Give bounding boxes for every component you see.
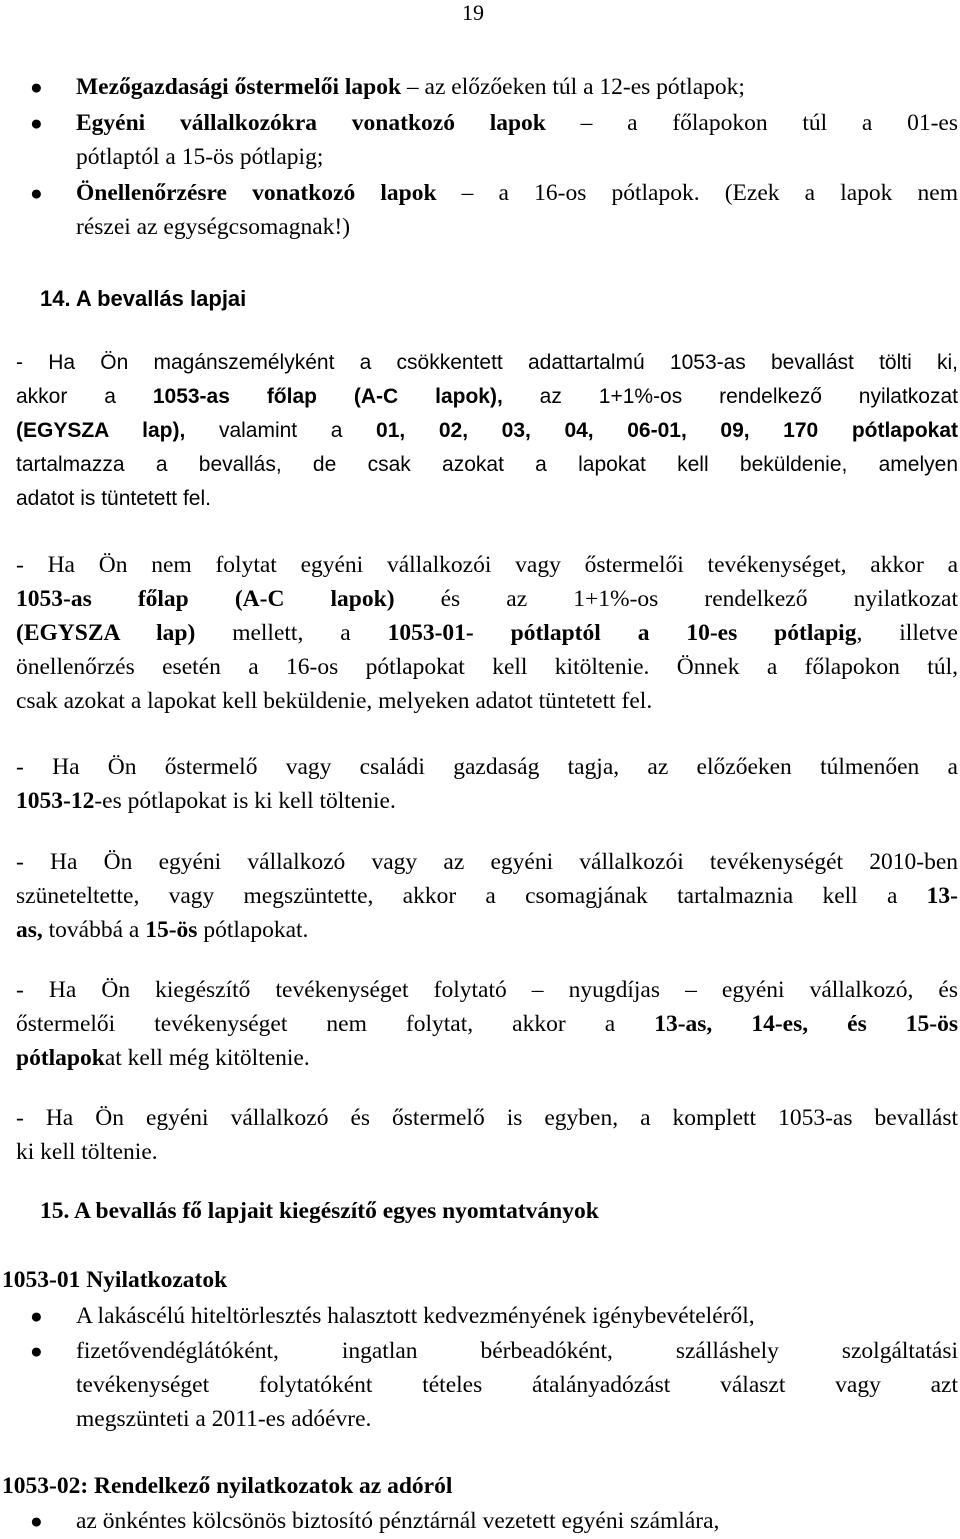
paragraph-1: - Ha Ön magánszemélyként a csökkentett adattartalmú 1053-as bevallást tölti ki, akkor a 1053-as főlap (A-C lapok), az 1+1%-os rendelkező nyilatkozat (EGYSZA lap), valamint a 01, 02, 03, 04, 06-01, 09, 170 pótlapokat tartalmazza a bevallás, de csak azokat a lapokat kell beküldenie, amelyen adatot is tüntetett fel. [16, 351, 958, 510]
paragraph-5: - Ha Ön kiegészítő tevékenységet folytató – nyugdíjas – egyéni vállalkozó, és őstermelői tevékenységet nem folytat, akkor a 13-as, 14-es, és 15-ös pótlapokat kell még kitöltenie. [16, 977, 959, 1071]
page-number: 19 [462, 0, 484, 25]
section-heading-15: 15. A bevallás fő lapjait kiegészítő egyes nyomtatványok [40, 1198, 599, 1224]
paragraph-6: - Ha Ön egyéni vállalkozó és őstermelő is egyben, a komplett 1053-as bevallást ki kell töltenie. [16, 1105, 958, 1165]
section-heading-14: 14. A bevallás lapjai [40, 286, 247, 311]
bullet-icon: ● [30, 75, 43, 99]
paragraph-2: - Ha Ön nem folytat egyéni vállalkozói vagy őstermelői tevékenységet, akkor a 1053-as főlap (A-C lapok) és az 1+1%-os rendelkező nyilatkozat (EGYSZA lap) mellett, a 1053-01- pótlaptól a 10-es pótlapig, illetve önellenőrzés esetén a 16-os pótlapokat kell kitöltenie. Önnek a főlapokon túl, csak azokat a lapokat kell beküldenie, melyeken adatot tüntetett fel. [16, 552, 958, 714]
subsection-title-1053-01: 1053-01 Nyilatkozatok [2, 1267, 228, 1293]
paragraph-3: - Ha Ön őstermelő vagy családi gazdaság tagja, az előzőeken túlmenően a 1053-12-es pótlapokat is ki kell töltenie. [16, 754, 958, 814]
bullet-icon: ● [30, 1509, 43, 1533]
paragraph-4: - Ha Ön egyéni vállalkozó vagy az egyéni vállalkozói tevékenységét 2010-ben szüneteltette, vagy megszüntette, akkor a csomagjának tartalmaznia kell a 13- as, továbbá a 15-ös pótlapokat. [16, 849, 958, 943]
bullet-icon: ● [30, 181, 43, 205]
bullet-icon: ● [30, 111, 43, 135]
subsection-title-1053-02: 1053-02: Rendelkező nyilatkozatok az adóról [2, 1473, 453, 1499]
bullet-icon: ● [30, 1304, 43, 1328]
bullet-icon: ● [30, 1339, 43, 1363]
